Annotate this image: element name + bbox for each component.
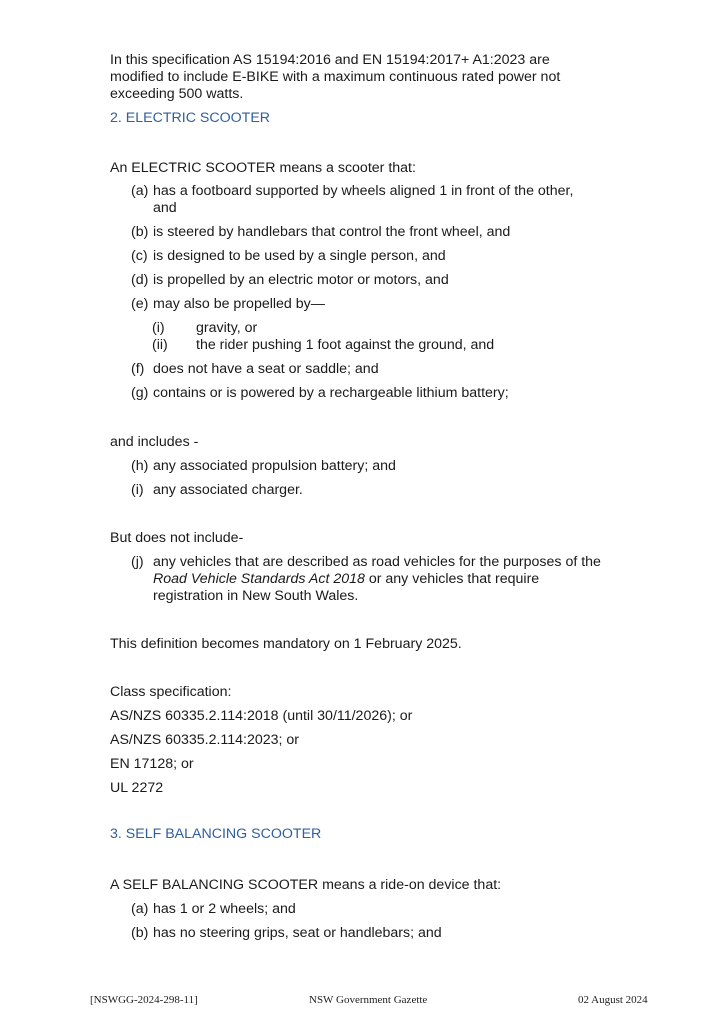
item-text: contains or is powered by a rechargeable lithium battery; xyxy=(153,385,509,401)
item-text-continued: and xyxy=(153,200,177,216)
footer-publication: NSW Government Gazette xyxy=(309,994,428,1006)
footer-reference: [NSWGG-2024-298-11] xyxy=(90,994,198,1006)
item-label: (e) xyxy=(131,296,149,312)
subitem-text: gravity, or xyxy=(196,320,258,336)
item-text-rest: or any vehicles that require xyxy=(364,571,540,587)
section-heading: 3. SELF BALANCING SCOOTER xyxy=(110,826,322,842)
item-text: does not have a seat or saddle; and xyxy=(153,361,379,377)
subitem-label: (i) xyxy=(152,320,165,336)
item-label: (a) xyxy=(131,183,149,199)
definition-text: An ELECTRIC SCOOTER means a scooter that: xyxy=(110,160,416,176)
mandatory-note: This definition becomes mandatory on 1 February 2025. xyxy=(110,636,462,652)
item-label: (b) xyxy=(131,224,149,240)
item-text: is propelled by an electric motor or motors, and xyxy=(153,272,449,288)
intro-line: exceeding 500 watts. xyxy=(110,86,244,102)
item-text: has a footboard supported by wheels aligned 1 in front of the other, xyxy=(153,183,574,199)
subitem-label: (ii) xyxy=(152,337,168,353)
section-heading: 2. ELECTRIC SCOOTER xyxy=(110,110,271,126)
class-spec-label: Class specification: xyxy=(110,684,232,700)
item-label: (a) xyxy=(131,901,149,917)
act-title: Road Vehicle Standards Act 2018 xyxy=(153,571,365,587)
item-label: (i) xyxy=(131,482,144,498)
item-text xyxy=(153,571,539,588)
item-label: (h) xyxy=(131,458,149,474)
class-spec-item: EN 17128; or xyxy=(110,756,194,772)
item-label: (c) xyxy=(131,248,148,264)
intro-line: modified to include E-BIKE with a maximum continuous rated power not xyxy=(110,69,561,85)
item-text: any associated propulsion battery; and xyxy=(153,458,396,474)
item-label: (b) xyxy=(131,925,149,941)
item-text: has no steering grips, seat or handlebars; and xyxy=(153,925,442,941)
excludes-label: But does not include- xyxy=(110,530,244,546)
intro-line: In this specification AS 15194:2016 and EN 15194:2017+ A1:2023 are xyxy=(110,52,550,68)
item-text: any associated charger. xyxy=(153,482,303,498)
footer-date: 02 August 2024 xyxy=(578,994,648,1006)
item-label: (f) xyxy=(131,361,145,377)
class-spec-item: UL 2272 xyxy=(110,780,164,796)
includes-label: and includes - xyxy=(110,434,199,450)
item-label: (d) xyxy=(131,272,149,288)
class-spec-item: AS/NZS 60335.2.114:2023; or xyxy=(110,732,300,748)
item-text: registration in New South Wales. xyxy=(153,588,359,604)
item-label: (j) xyxy=(131,554,144,570)
item-text: is designed to be used by a single person, and xyxy=(153,248,446,264)
item-text: has 1 or 2 wheels; and xyxy=(153,901,296,917)
item-text: is steered by handlebars that control the front wheel, and xyxy=(153,224,511,240)
definition-text: A SELF BALANCING SCOOTER means a ride-on device that: xyxy=(110,877,502,893)
subitem-text: the rider pushing 1 foot against the ground, and xyxy=(196,337,495,353)
item-text: may also be propelled by— xyxy=(153,296,325,312)
class-spec-item: AS/NZS 60335.2.114:2018 (until 30/11/2026); or xyxy=(110,708,413,724)
item-label: (g) xyxy=(131,385,149,401)
item-text: any vehicles that are described as road vehicles for the purposes of the xyxy=(153,554,601,570)
